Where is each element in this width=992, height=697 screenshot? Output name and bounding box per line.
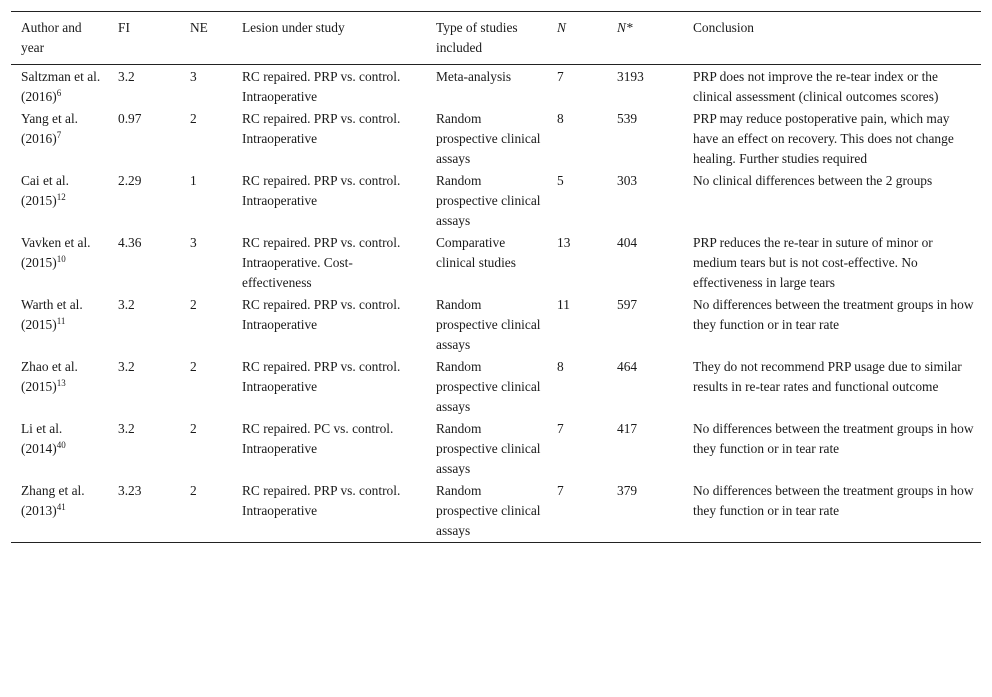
cell-author xyxy=(11,480,108,543)
cell-lesion: RC repaired. PRP vs. control. Intraoperative xyxy=(242,359,401,394)
author-text: Cai et al. (2015) xyxy=(21,173,69,208)
reference-number: 12 xyxy=(56,192,66,202)
header-row xyxy=(11,12,981,65)
header-n: N xyxy=(557,20,566,35)
cell-n: 8 xyxy=(557,111,564,126)
header-fi: FI xyxy=(118,20,130,35)
cell-lesion: RC repaired. PRP vs. control. Intraoperative xyxy=(242,69,401,104)
cell-type: Random prospective clinical assays xyxy=(436,173,541,228)
table-row xyxy=(11,170,981,232)
studies-table xyxy=(11,11,981,543)
cell-lesion: RC repaired. PRP vs. control. Intraoperative xyxy=(242,297,401,332)
cell-n: 5 xyxy=(557,173,564,188)
reference-number: 6 xyxy=(56,88,62,98)
cell-author xyxy=(11,356,108,418)
cell-author xyxy=(11,294,108,356)
cell-conclusion: No differences between the treatment groups in how they function or in tear rate xyxy=(693,483,974,518)
cell-conclusion: They do not recommend PRP usage due to similar results in re-tear rates and functional outcome xyxy=(693,359,962,394)
cell-ne: 1 xyxy=(190,173,197,188)
cell-nstar: 464 xyxy=(617,359,638,374)
cell-conclusion: PRP may reduce postoperative pain, which may have an effect on recovery. This does not change healing. Further studies required xyxy=(693,111,954,166)
author-text: Yang et al. (2016) xyxy=(21,111,79,146)
cell-n: 11 xyxy=(557,297,570,312)
cell-conclusion: PRP reduces the re-tear in suture of minor or medium tears but is not cost-effective. No effectiveness in large tears xyxy=(693,235,933,290)
author-text: Vavken et al. (2015) xyxy=(21,235,91,270)
header-conclusion: Conclusion xyxy=(693,20,755,35)
table-row xyxy=(11,356,981,418)
cell-n: 7 xyxy=(557,69,564,84)
table-row xyxy=(11,418,981,480)
cell-type: Random prospective clinical assays xyxy=(436,359,541,414)
cell-author xyxy=(11,65,108,109)
cell-author xyxy=(11,232,108,294)
cell-nstar: 303 xyxy=(617,173,638,188)
header-nstar: N* xyxy=(617,20,633,35)
cell-nstar: 3193 xyxy=(617,69,644,84)
cell-type: Random prospective clinical assays xyxy=(436,483,541,538)
cell-fi: 3.2 xyxy=(118,69,135,84)
cell-nstar: 379 xyxy=(617,483,638,498)
header-lesion: Lesion under study xyxy=(242,20,345,35)
cell-n: 8 xyxy=(557,359,564,374)
cell-fi: 0.97 xyxy=(118,111,142,126)
cell-nstar: 404 xyxy=(617,235,638,250)
cell-conclusion: No differences between the treatment groups in how they function or in tear rate xyxy=(693,421,974,456)
cell-lesion: RC repaired. PRP vs. control. Intraoperative xyxy=(242,483,401,518)
cell-lesion: RC repaired. PRP vs. control. Intraoperative. Cost-effectiveness xyxy=(242,235,401,290)
cell-ne: 2 xyxy=(190,421,197,436)
reference-number: 13 xyxy=(56,378,66,388)
table-row xyxy=(11,232,981,294)
cell-ne: 3 xyxy=(190,69,197,84)
reference-number: 10 xyxy=(56,254,66,264)
cell-type: Meta-analysis xyxy=(436,69,512,84)
reference-number: 40 xyxy=(56,440,66,450)
table-body xyxy=(11,65,981,543)
cell-type: Random prospective clinical assays xyxy=(436,297,541,352)
cell-ne: 2 xyxy=(190,111,197,126)
reference-number: 11 xyxy=(56,316,66,326)
cell-n: 7 xyxy=(557,421,564,436)
header-author: Author and year xyxy=(21,20,82,55)
cell-fi: 3.2 xyxy=(118,297,135,312)
table-row xyxy=(11,65,981,109)
cell-fi: 3.2 xyxy=(118,359,135,374)
header-type: Type of studies included xyxy=(436,20,518,55)
cell-n: 7 xyxy=(557,483,564,498)
cell-author xyxy=(11,170,108,232)
cell-conclusion: PRP does not improve the re-tear index or the clinical assessment (clinical outcomes scores) xyxy=(693,69,939,104)
author-text: Zhao et al. (2015) xyxy=(21,359,78,394)
author-text: Li et al. (2014) xyxy=(21,421,63,456)
cell-fi: 4.36 xyxy=(118,235,142,250)
cell-ne: 2 xyxy=(190,483,197,498)
cell-n: 13 xyxy=(557,235,571,250)
cell-fi: 2.29 xyxy=(118,173,142,188)
cell-fi: 3.23 xyxy=(118,483,142,498)
cell-lesion: RC repaired. PRP vs. control. Intraoperative xyxy=(242,111,401,146)
cell-author xyxy=(11,418,108,480)
table-row xyxy=(11,294,981,356)
cell-lesion: RC repaired. PC vs. control. Intraoperative xyxy=(242,421,394,456)
cell-nstar: 417 xyxy=(617,421,638,436)
author-text: Saltzman et al. (2016) xyxy=(21,69,101,104)
header-ne: NE xyxy=(190,20,208,35)
table-row xyxy=(11,108,981,170)
cell-ne: 2 xyxy=(190,297,197,312)
cell-conclusion: No differences between the treatment groups in how they function or in tear rate xyxy=(693,297,974,332)
cell-ne: 2 xyxy=(190,359,197,374)
table-row xyxy=(11,480,981,543)
cell-author xyxy=(11,108,108,170)
author-text: Warth et al. (2015) xyxy=(21,297,83,332)
cell-type: Random prospective clinical assays xyxy=(436,421,541,476)
cell-fi: 3.2 xyxy=(118,421,135,436)
cell-ne: 3 xyxy=(190,235,197,250)
cell-type: Random prospective clinical assays xyxy=(436,111,541,166)
cell-lesion: RC repaired. PRP vs. control. Intraoperative xyxy=(242,173,401,208)
cell-type: Comparative clinical studies xyxy=(436,235,516,270)
reference-number: 41 xyxy=(56,502,66,512)
reference-number: 7 xyxy=(56,130,62,140)
author-text: Zhang et al. (2013) xyxy=(21,483,85,518)
table-container xyxy=(11,11,981,543)
cell-conclusion: No clinical differences between the 2 groups xyxy=(693,173,933,188)
cell-nstar: 539 xyxy=(617,111,638,126)
cell-nstar: 597 xyxy=(617,297,638,312)
